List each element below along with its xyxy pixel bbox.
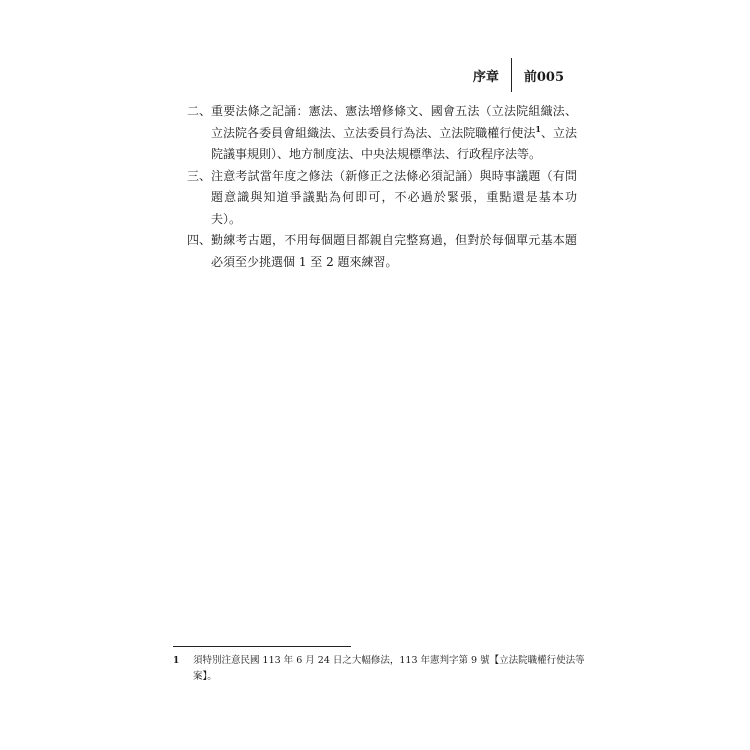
item-marker: 三、	[187, 168, 212, 183]
item-marker: 二、	[187, 104, 212, 118]
chapter-title: 序章	[472, 69, 499, 85]
list-item	[187, 166, 577, 231]
item-marker: 四、	[187, 233, 212, 247]
item-text: 勤練考古題，不用每個題目都親自完整寫過，但對於每個單元基本題必須至少挑選個 1 至 2 題來練習。	[211, 233, 577, 269]
footnote-number: 1	[173, 656, 180, 666]
list-item	[187, 230, 577, 273]
list-item	[187, 101, 577, 166]
item-text-part: 、立法院議事規則）、地方制度法、中央法規標準法、行政程序法等。	[211, 125, 577, 161]
item-text: 注意考試當年度之修法（新修正之法條必須記誦）與時事議題（有問題意識與知道爭議點為何即可，不必過於緊張，重點還是基本功夫）。	[211, 168, 577, 226]
study-tips-list	[187, 101, 577, 273]
item-text-part: 重要法條之記誦：憲法、憲法增修條文、國會五法（立法院組織法、立法院各委員會組織法、立法委員行為法、立法院職權行使法	[211, 104, 577, 140]
page-number: 前005	[523, 69, 564, 85]
footnote-reference[interactable]: 1	[535, 123, 541, 134]
item-text	[211, 101, 577, 166]
running-header	[473, 58, 564, 92]
footnote-rule	[173, 646, 351, 647]
footnote	[173, 653, 585, 685]
footnote-text: 須特別注意民國 113 年 6 月 24 日之大幅修法，113 年憲判字第 9 號【立法院職權行使法等案】。	[193, 655, 585, 682]
